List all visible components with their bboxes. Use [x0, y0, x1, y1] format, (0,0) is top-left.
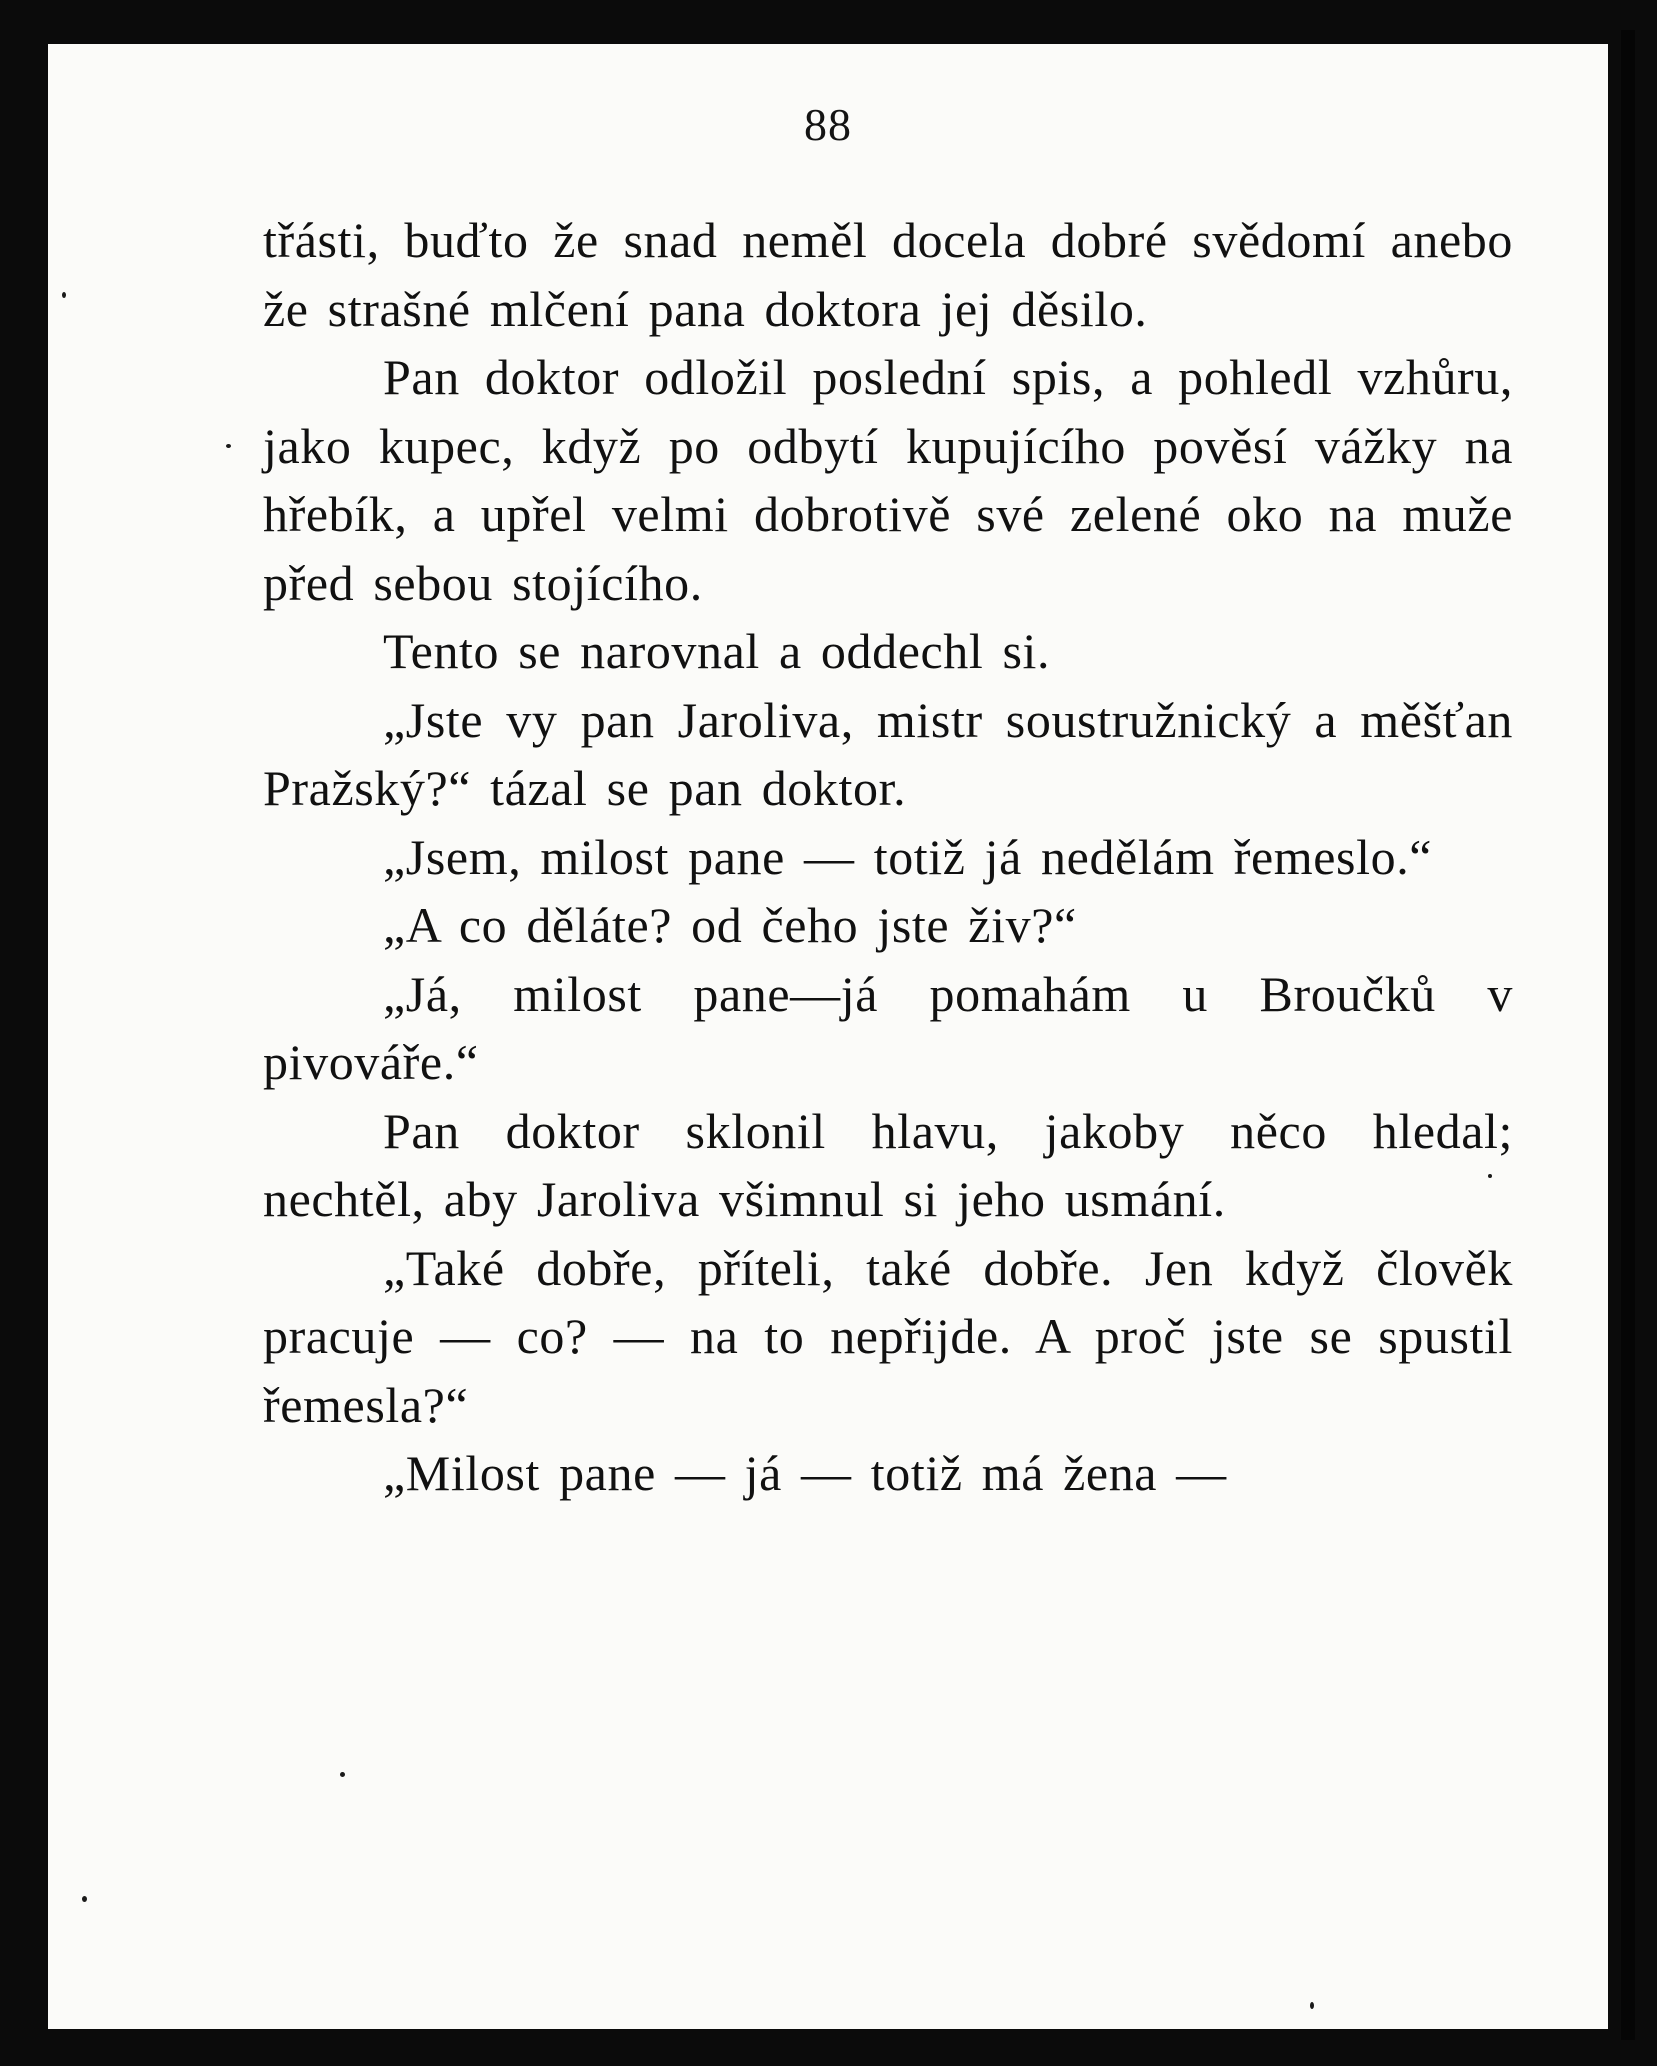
page-number: 88 — [804, 99, 852, 150]
scan-speck — [340, 1772, 345, 1777]
paragraph: „Také dobře, příteli, také dobře. Jen když člověk pracuje — co? — na to nepřijde. A proč jste se spustil řemesla?“ — [263, 1239, 1513, 1433]
paragraph: „Milost pane — já — totiž má žena — — [383, 1445, 1227, 1501]
scan-speck — [1488, 1174, 1492, 1178]
paragraph: Pan doktor odložil poslední spis, a pohledl vzhůru, jako kupec, když po odbytí kupujícího pověsí vážky na hřebík, a upřel velmi dobrotivě své zelené oko na muže před sebou stojícího. — [263, 349, 1513, 611]
body-text — [263, 206, 1513, 1508]
paragraph: Pan doktor sklonil hlavu, jakoby něco hledal; nechtěl, aby Jaroliva všimnul si jeho usmání. — [263, 1102, 1513, 1227]
paragraph: „Jsem, milost pane — totiž já nedělám řemeslo.“ — [383, 828, 1433, 885]
scan-speck — [226, 444, 231, 448]
paragraph: „Já, milost pane—já pomahám u Broučků v pivováře.“ — [263, 965, 1513, 1090]
paragraph: „A co děláte? od čeho jste živ?“ — [383, 897, 1077, 953]
paragraph: Tento se narovnal a oddechl si. — [383, 623, 1051, 679]
scan-speck — [82, 1896, 87, 1902]
scan-border-right — [1621, 30, 1635, 2040]
scan-speck — [1310, 2002, 1314, 2009]
book-page — [48, 44, 1608, 2029]
paragraph: třásti, buďto že snad neměl docela dobré svědomí anebo že strašné mlčení pana doktora jej děsilo. — [263, 212, 1513, 337]
paragraph: „Jste vy pan Jaroliva, mistr soustružnický a měšťan Pražský?“ tázal se pan doktor. — [263, 691, 1513, 816]
scan-speck — [62, 292, 66, 298]
